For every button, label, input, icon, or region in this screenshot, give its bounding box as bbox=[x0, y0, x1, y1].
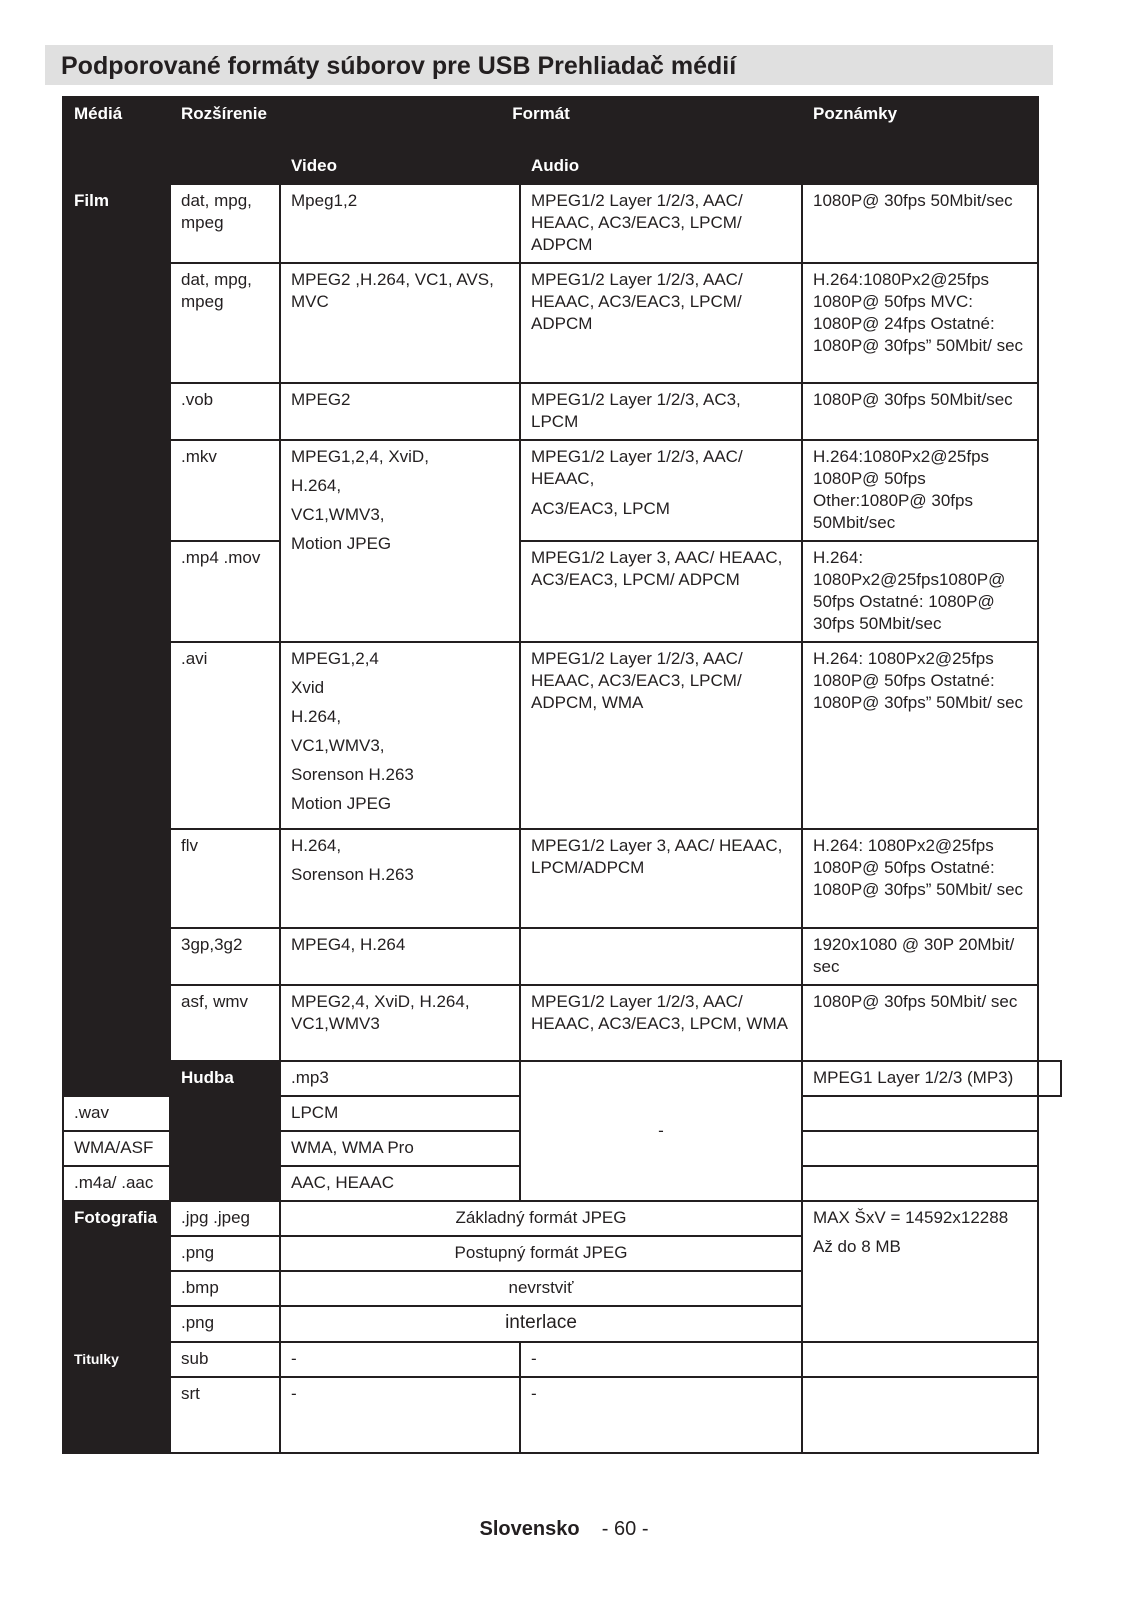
header-video: Video bbox=[280, 149, 520, 184]
audio-cell bbox=[520, 928, 802, 985]
audio-cell: WMA, WMA Pro bbox=[280, 1131, 520, 1166]
ext-cell: dat, mpg, mpeg bbox=[170, 184, 280, 263]
video-cell: - bbox=[280, 1377, 520, 1453]
audio-cell: MPEG1/2 Layer 3, AAC/ HEAAC, LPCM/ADPCM bbox=[520, 829, 802, 928]
audio-cell: MPEG1 Layer 1/2/3 (MP3) bbox=[802, 1061, 1038, 1096]
ext-cell: .vob bbox=[170, 383, 280, 440]
ext-cell: asf, wmv bbox=[170, 985, 280, 1061]
format-cell: Postupný formát JPEG bbox=[280, 1236, 802, 1271]
notes-cell: 1920x1080 @ 30P 20Mbit/ sec bbox=[802, 928, 1038, 985]
notes-cell bbox=[1038, 1061, 1061, 1096]
notes-cell: H.264: 1080Px2@25fps1080P@ 50fps Ostatné: 1080P@ 30fps 50Mbit/sec bbox=[802, 541, 1038, 642]
notes-cell: 1080P@ 30fps 50Mbit/sec bbox=[802, 383, 1038, 440]
header-notes: Poznámky bbox=[802, 97, 1038, 184]
video-cell: MPEG2 bbox=[280, 383, 520, 440]
video-cell: Mpeg1,2 bbox=[280, 184, 520, 263]
notes-cell bbox=[802, 1342, 1038, 1377]
video-cell: MPEG4, H.264 bbox=[280, 928, 520, 985]
table-row bbox=[63, 541, 1061, 642]
table-row bbox=[63, 642, 1061, 829]
page-number: - 60 - bbox=[601, 1518, 649, 1540]
ext-cell: .wav bbox=[63, 1096, 170, 1131]
footer-language: Slovensko bbox=[479, 1518, 580, 1540]
format-cell: Základný formát JPEG bbox=[280, 1201, 802, 1236]
notes-cell bbox=[802, 1131, 1038, 1166]
notes-cell: 1080P@ 30fps 50Mbit/sec bbox=[802, 184, 1038, 263]
audio-cell: MPEG1/2 Layer 1/2/3, AAC/ HEAAC, AC3/EAC3, LPCM bbox=[520, 440, 802, 541]
video-cell: MPEG2 ,H.264, VC1, AVS, MVC bbox=[280, 263, 520, 383]
notes-cell: H.264:1080Px2@25fps 1080P@ 50fps MVC: 1080P@ 24fps Ostatné: 1080P@ 30fps” 50Mbit/ sec bbox=[802, 263, 1038, 383]
table-row bbox=[63, 184, 1061, 263]
page-footer bbox=[0, 1518, 1128, 1541]
audio-cell: MPEG1/2 Layer 3, AAC/ HEAAC, AC3/EAC3, LPCM/ ADPCM bbox=[520, 541, 802, 642]
ext-cell: .mkv bbox=[170, 440, 280, 541]
notes-cell: H.264: 1080Px2@25fps 1080P@ 50fps Ostatné: 1080P@ 30fps” 50Mbit/ sec bbox=[802, 642, 1038, 829]
ext-cell: .jpg .jpeg bbox=[170, 1201, 280, 1236]
table-row bbox=[63, 1342, 1061, 1377]
audio-cell: - bbox=[520, 1377, 802, 1453]
ext-cell: .avi bbox=[170, 642, 280, 829]
table-row bbox=[63, 1201, 1061, 1236]
table-row bbox=[63, 985, 1061, 1061]
audio-cell: MPEG1/2 Layer 1/2/3, AAC/ HEAAC, AC3/EAC3, LPCM/ ADPCM bbox=[520, 184, 802, 263]
ext-cell: .mp3 bbox=[280, 1061, 520, 1096]
media-subtitles: Titulky bbox=[63, 1342, 170, 1453]
media-music: Hudba bbox=[170, 1061, 280, 1201]
audio-cell: MPEG1/2 Layer 1/2/3, AAC/ HEAAC, AC3/EAC3, LPCM/ ADPCM bbox=[520, 263, 802, 383]
formats-table bbox=[62, 96, 1062, 1454]
header-format: Formát bbox=[280, 97, 802, 149]
ext-cell: dat, mpg, mpeg bbox=[170, 263, 280, 383]
ext-cell: WMA/ASF bbox=[63, 1131, 170, 1166]
notes-cell: 1080P@ 30fps 50Mbit/ sec bbox=[802, 985, 1038, 1061]
video-cell: MPEG1,2,4 Xvid H.264, VC1,WMV3, Sorenson H.263 Motion JPEG bbox=[280, 642, 520, 829]
audio-cell: MPEG1/2 Layer 1/2/3, AC3, LPCM bbox=[520, 383, 802, 440]
audio-cell: AAC, HEAAC bbox=[280, 1166, 520, 1201]
video-cell: H.264, Sorenson H.263 bbox=[280, 829, 520, 928]
ext-cell: 3gp,3g2 bbox=[170, 928, 280, 985]
table-row bbox=[63, 1061, 1061, 1096]
ext-cell: flv bbox=[170, 829, 280, 928]
audio-cell: MPEG1/2 Layer 1/2/3, AAC/ HEAAC, AC3/EAC3, LPCM, WMA bbox=[520, 985, 802, 1061]
notes-cell bbox=[802, 1096, 1038, 1131]
table-row bbox=[63, 1377, 1061, 1453]
ext-cell: .png bbox=[170, 1306, 280, 1342]
header-audio: Audio bbox=[520, 149, 802, 184]
audio-cell: LPCM bbox=[280, 1096, 520, 1131]
video-cell: - bbox=[280, 1342, 520, 1377]
ext-cell: srt bbox=[170, 1377, 280, 1453]
ext-cell: .m4a/ .aac bbox=[63, 1166, 170, 1201]
notes-cell bbox=[802, 1377, 1038, 1453]
table-row bbox=[63, 829, 1061, 928]
video-cell: MPEG1,2,4, XviD, H.264, VC1,WMV3, Motion JPEG bbox=[280, 440, 520, 642]
ext-cell: .mp4 .mov bbox=[170, 541, 280, 642]
header-media: Médiá bbox=[63, 97, 170, 184]
video-cell: - bbox=[520, 1061, 802, 1201]
media-photo: Fotografia bbox=[63, 1201, 170, 1342]
format-cell: nevrstviť bbox=[280, 1271, 802, 1306]
ext-cell: .png bbox=[170, 1236, 280, 1271]
ext-cell: .bmp bbox=[170, 1271, 280, 1306]
notes-cell bbox=[802, 1166, 1038, 1201]
ext-cell: sub bbox=[170, 1342, 280, 1377]
page-title: Podporované formáty súborov pre USB Prehliadač médií bbox=[45, 45, 1053, 85]
media-film: Film bbox=[63, 184, 170, 1096]
notes-cell: MAX ŠxV = 14592x12288 Až do 8 MB bbox=[802, 1201, 1038, 1342]
audio-cell: MPEG1/2 Layer 1/2/3, AAC/ HEAAC, AC3/EAC3, LPCM/ ADPCM, WMA bbox=[520, 642, 802, 829]
table-row bbox=[63, 928, 1061, 985]
table-row bbox=[63, 263, 1061, 383]
table-row bbox=[63, 440, 1061, 541]
format-cell: interlace bbox=[280, 1306, 802, 1342]
audio-cell: - bbox=[520, 1342, 802, 1377]
video-cell: MPEG2,4, XviD, H.264, VC1,WMV3 bbox=[280, 985, 520, 1061]
header-extension: Rozšírenie bbox=[170, 97, 280, 184]
notes-cell: H.264:1080Px2@25fps 1080P@ 50fps Other:1080P@ 30fps 50Mbit/sec bbox=[802, 440, 1038, 541]
table-row bbox=[63, 383, 1061, 440]
notes-cell: H.264: 1080Px2@25fps 1080P@ 50fps Ostatné: 1080P@ 30fps” 50Mbit/ sec bbox=[802, 829, 1038, 928]
